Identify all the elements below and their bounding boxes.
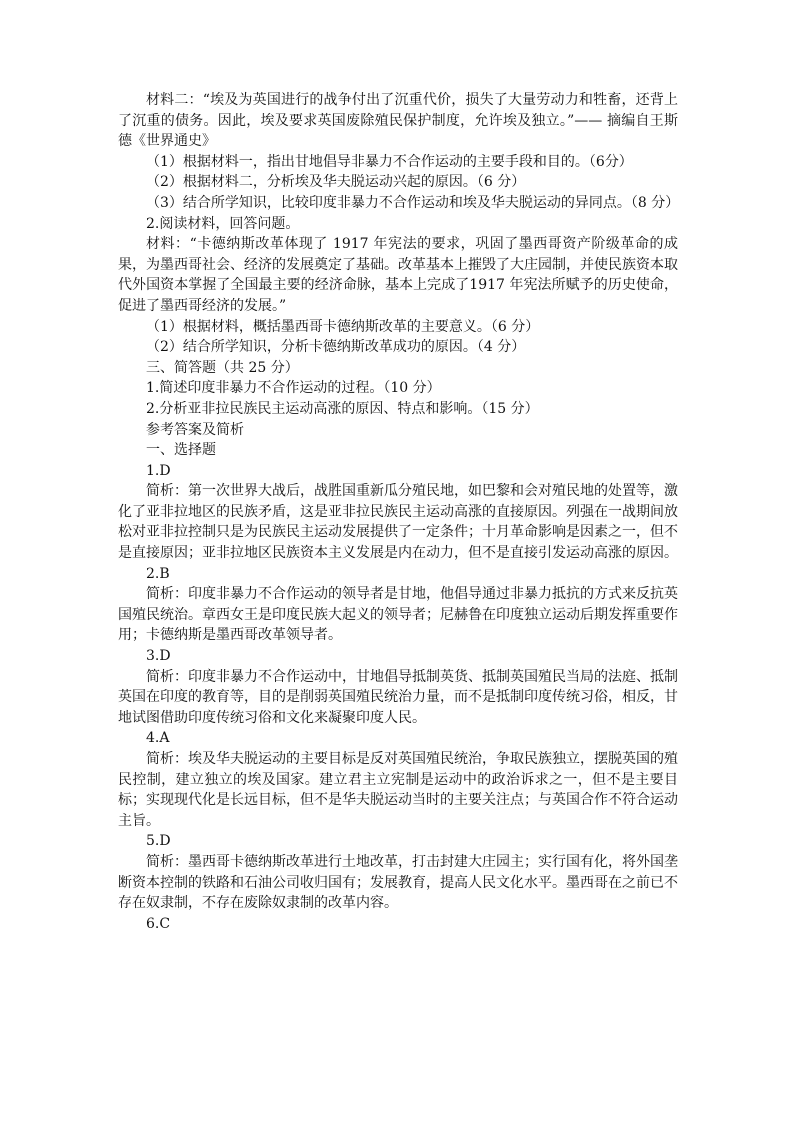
short-answer-2: 2.分析亚非拉民族民主运动高涨的原因、特点和影响。（15 分） bbox=[146, 400, 539, 417]
material-two-quote: 材料二：“埃及为英国进行的战争付出了沉重代价，损失了大量劳动力和牲畜，还背上了沉重的债务。因此，埃及要求英国废除殖民保护制度，允许埃及独立。”—— 摘编自王斯德《世界通史》 bbox=[118, 92, 678, 150]
analysis-3: 简析：印度非暴力不合作运动中，甘地倡导抵制英货、抵制英国殖民当局的法庭、抵制英国在印度的教育等，目的是削弱英国殖民统治力量，而不是抵制印度传统习俗，相反，甘地试图借助印度传统习俗和文化来凝聚印度人民。 bbox=[118, 668, 678, 726]
answer-3: 3.D bbox=[146, 648, 171, 665]
question-1-3: （3）结合所学知识，比较印度非暴力不合作运动和埃及华夫脱运动的异同点。（8 分） bbox=[146, 194, 680, 211]
section-choice-heading: 一、选择题 bbox=[146, 442, 216, 459]
analysis-2: 简析：印度非暴力不合作运动的领导者是甘地，他倡导通过非暴力抵抗的方式来反抗英国殖民统治。章西女王是印度民族大起义的领导者；尼赫鲁在印度独立运动后期发挥重要作用；卡德纳斯是墨西哥改革领导者。 bbox=[118, 586, 678, 644]
question-2-1: （1）根据材料，概括墨西哥卡德纳斯改革的主要意义。（6 分） bbox=[146, 318, 540, 335]
analysis-1: 简析：第一次世界大战后，战胜国重新瓜分殖民地，如巴黎和会对殖民地的处置等，激化了亚非拉地区的民族矛盾，这是亚非拉民族民主运动高涨的直接原因。列强在一战期间放松对亚非拉控制只是为民族民主运动发展提供了一定条件；十月革命影响是因素之一，但不是直接原因；亚非拉地区民族资本主义发展是内在动力，但不是直接引发运动高涨的原因。 bbox=[118, 483, 678, 562]
document-page bbox=[118, 90, 678, 934]
answer-4: 4.A bbox=[146, 730, 170, 747]
short-answer-1: 1.简述印度非暴力不合作运动的过程。（10 分） bbox=[146, 380, 441, 397]
answer-6: 6.C bbox=[146, 915, 171, 932]
analysis-5: 简析：墨西哥卡德纳斯改革进行土地改革，打击封建大庄园主；实行国有化，将外国垄断资本控制的铁路和石油公司收归国有；发展教育，提高人民文化水平。墨西哥在之前已不存在奴隶制，不存在废除奴隶制的改革内容。 bbox=[118, 853, 678, 912]
question-2-2: （2）结合所学知识，分析卡德纳斯改革成功的原因。（4 分） bbox=[146, 339, 526, 356]
question-1-2: （2）根据材料二，分析埃及华夫脱运动兴起的原因。（6 分） bbox=[146, 174, 526, 191]
section-short-answer-heading: 三、简答题（共 25 分） bbox=[146, 359, 299, 376]
analysis-4: 简析：埃及华夫脱运动的主要目标是反对英国殖民统治，争取民族独立，摆脱英国的殖民控制，建立独立的埃及国家。建立君主立宪制是运动中的政治诉求之一，但不是主要目标；实现现代化是长远目标，但不是华夫脱运动当时的主要关注点；与英国合作不符合运动主旨。 bbox=[118, 751, 678, 829]
question-1-1: （1）根据材料一，指出甘地倡导非暴力不合作运动的主要手段和目的。（6分） bbox=[146, 153, 633, 170]
answer-2: 2.B bbox=[146, 565, 170, 582]
material-quote: 材料：“卡德纳斯改革体现了 1917 年宪法的要求，巩固了墨西哥资产阶级革命的成果，为墨西哥社会、经济的发展奠定了基础。改革基本上摧毁了大庄园制，并使民族资本取代外国资本掌握了全国最主要的经济命脉，基本上完成了1917 年宪法所赋予的历史使命，促进了墨西哥经济的发展。” bbox=[118, 236, 678, 314]
question-2-heading: 2.阅读材料，回答问题。 bbox=[146, 215, 300, 232]
answer-5: 5.D bbox=[146, 833, 171, 850]
answer-1: 1.D bbox=[146, 462, 171, 479]
answer-key-heading: 参考答案及简析 bbox=[146, 421, 244, 438]
